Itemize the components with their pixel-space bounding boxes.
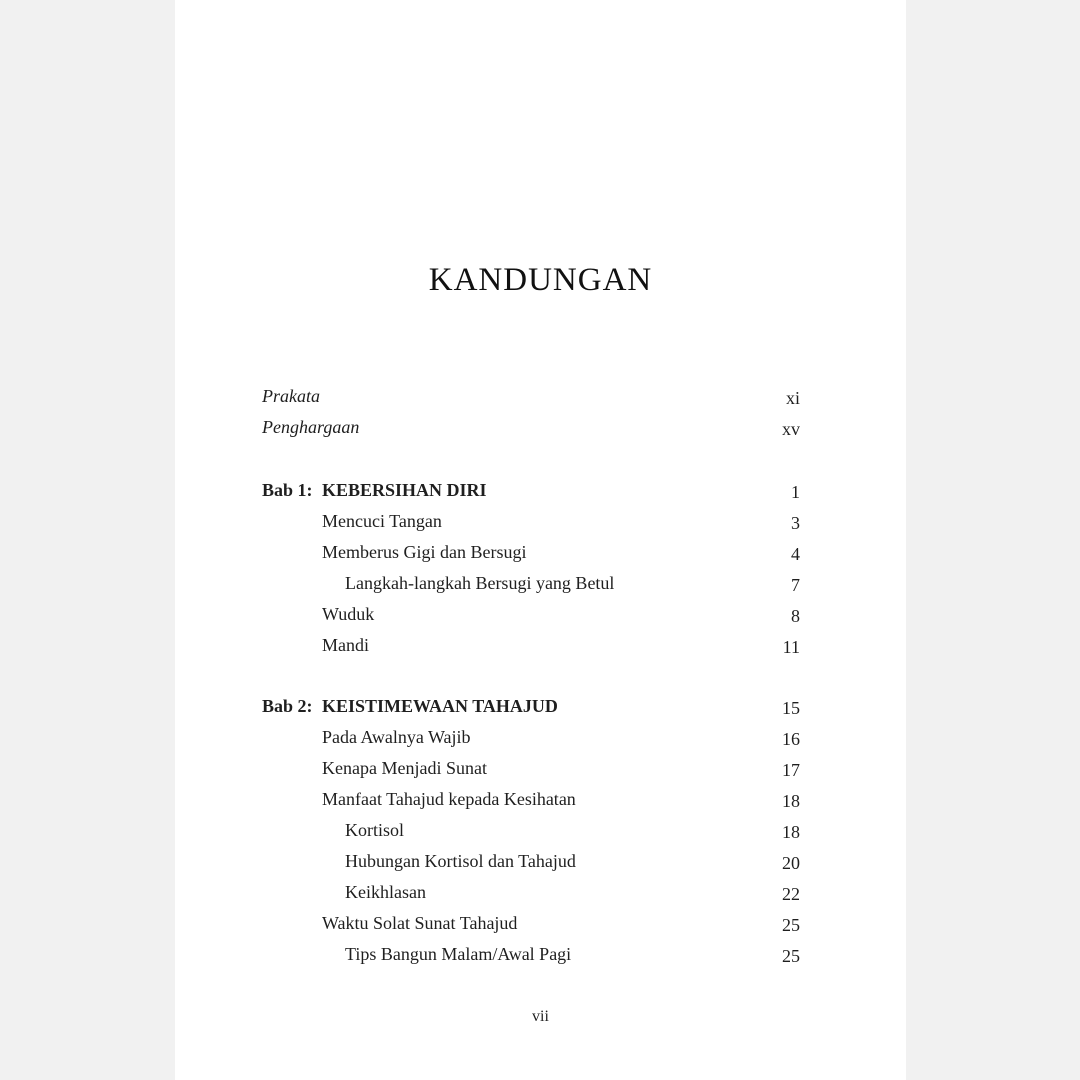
toc-entry-label: Prakata xyxy=(262,386,320,406)
toc-entry-label: Tips Bangun Malam/Awal Pagi xyxy=(345,944,572,964)
toc-subentry[interactable] xyxy=(262,940,800,968)
toc-subentry[interactable] xyxy=(262,847,800,875)
toc-page-number: 25 xyxy=(782,915,800,935)
toc-page-number: 7 xyxy=(791,575,800,595)
chapter-title: KEBERSIHAN DIRI xyxy=(322,480,487,500)
toc-entry[interactable] xyxy=(262,631,800,659)
toc-entry[interactable] xyxy=(262,754,800,782)
toc-entry-label: Memberus Gigi dan Bersugi xyxy=(322,542,527,562)
toc-chapter-2[interactable] xyxy=(262,692,800,720)
toc-page-number: 8 xyxy=(791,606,800,626)
toc-entry[interactable] xyxy=(262,785,800,813)
toc-page-number: 18 xyxy=(782,822,800,842)
toc-entry-label: Waktu Solat Sunat Tahajud xyxy=(322,913,518,933)
page-title: KANDUNGAN xyxy=(428,262,653,298)
toc-entry-penghargaan[interactable] xyxy=(262,413,800,441)
toc-entry-label: Kortisol xyxy=(345,820,405,840)
toc-entry-label: Langkah-langkah Bersugi yang Betul xyxy=(345,573,615,593)
toc-entry-label: Wuduk xyxy=(322,604,375,624)
toc-page-number: 4 xyxy=(791,544,800,564)
toc-entry[interactable] xyxy=(262,600,800,628)
toc-page-number: 17 xyxy=(782,760,800,780)
toc-page-number: 11 xyxy=(782,637,800,657)
toc-page-number: 22 xyxy=(782,884,800,904)
toc-chapter-1[interactable] xyxy=(262,476,800,504)
chapter-number: Bab 1: xyxy=(262,480,313,500)
toc-entry-label: Mencuci Tangan xyxy=(322,511,442,531)
toc-page-number: 18 xyxy=(782,791,800,811)
toc-subentry[interactable] xyxy=(262,816,800,844)
toc-entry[interactable] xyxy=(262,723,800,751)
toc-entry-prakata[interactable] xyxy=(262,382,800,410)
toc-entry-label: Hubungan Kortisol dan Tahajud xyxy=(345,851,576,871)
chapter-title: KEISTIMEWAAN TAHAJUD xyxy=(322,696,558,716)
page-number-footer: vii xyxy=(532,1008,549,1025)
toc-subentry[interactable] xyxy=(262,569,800,597)
chapter-number: Bab 2: xyxy=(262,696,313,716)
toc-entry-label: Pada Awalnya Wajib xyxy=(322,727,471,747)
toc-page-number: 1 xyxy=(791,482,800,502)
chapter-heading xyxy=(262,692,558,720)
toc-page-number: xv xyxy=(782,419,800,439)
toc-entry-label: Keikhlasan xyxy=(345,882,426,902)
toc-page-number: 3 xyxy=(791,513,800,533)
toc-entry-label: Penghargaan xyxy=(262,417,360,437)
toc-page-number: xi xyxy=(785,388,800,408)
toc-entry[interactable] xyxy=(262,507,800,535)
toc-entry[interactable] xyxy=(262,909,800,937)
toc-page-number: 25 xyxy=(782,946,800,966)
chapter-heading xyxy=(262,476,487,504)
toc-entry-label: Manfaat Tahajud kepada Kesihatan xyxy=(322,789,576,809)
toc-entry-label: Kenapa Menjadi Sunat xyxy=(322,758,487,778)
toc-entry-label: Mandi xyxy=(322,635,369,655)
toc-page-number: 20 xyxy=(782,853,800,873)
book-page xyxy=(175,0,906,1080)
toc-subentry[interactable] xyxy=(262,878,800,906)
toc-page-number: 15 xyxy=(782,698,800,718)
toc-page-number: 16 xyxy=(782,729,800,749)
toc-entry[interactable] xyxy=(262,538,800,566)
